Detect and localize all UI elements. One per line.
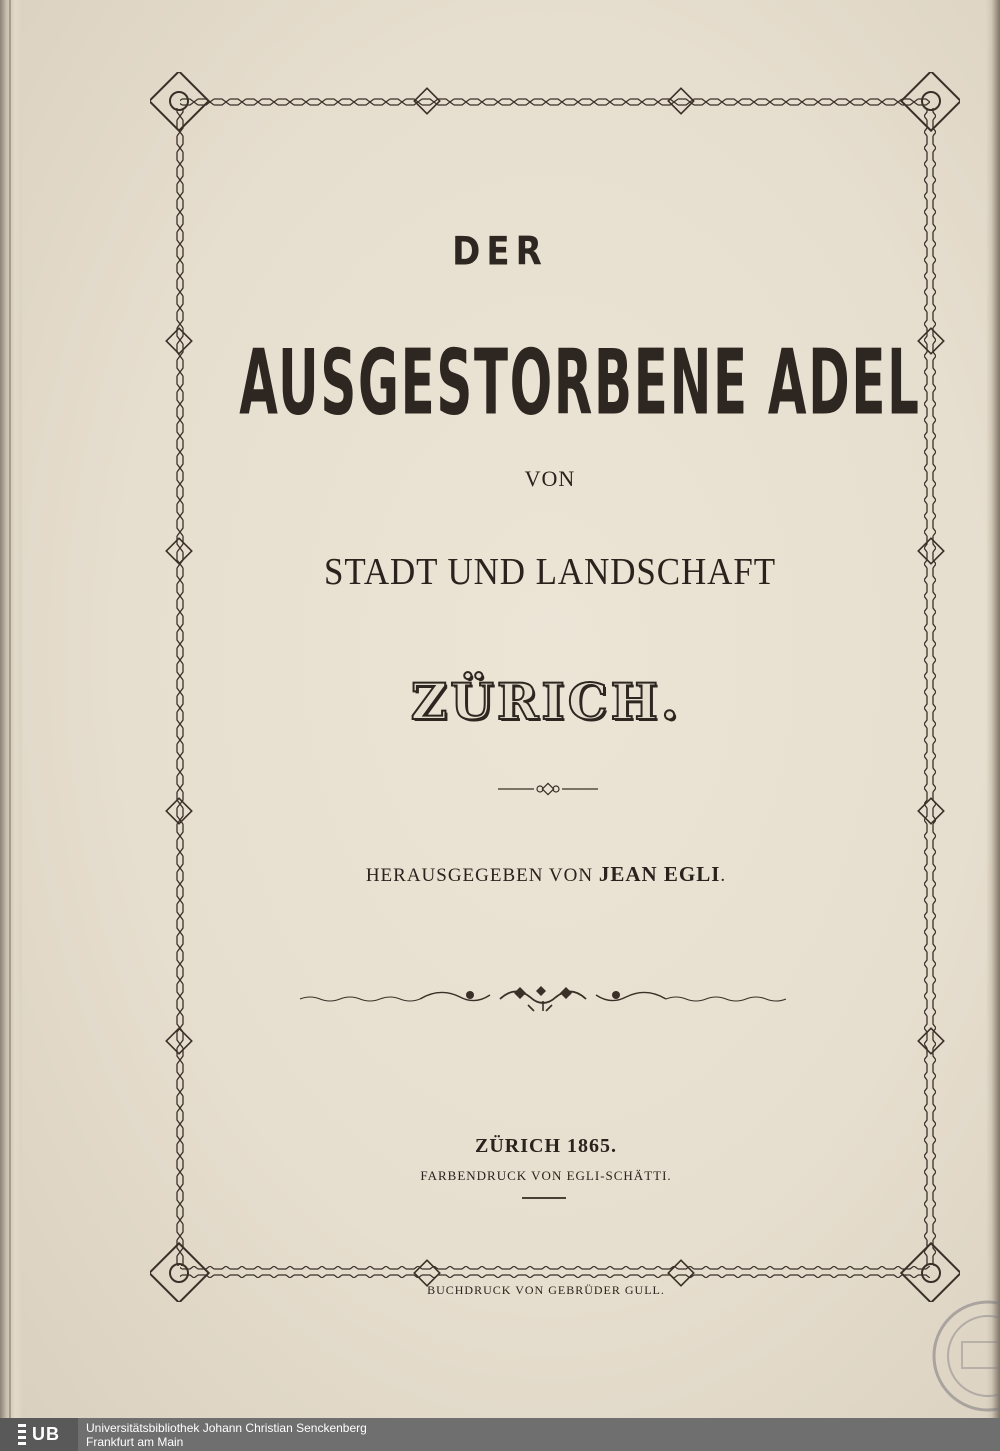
place-year: ZÜRICH 1865. (474, 1135, 617, 1157)
title-der: DER (452, 229, 548, 275)
title-main: AUSGESTORBENE ADEL (239, 330, 921, 436)
color-printer: FARBENDRUCK VON EGLI-SCHÄTTI. (420, 1168, 672, 1183)
logo-bars-icon (18, 1424, 26, 1446)
library-name-line1: Universitätsbibliothek Johann Christian Senckenberg (86, 1420, 367, 1435)
logo-text: UB (32, 1424, 60, 1444)
editor-line (46, 862, 1000, 887)
book-spine-edge (0, 0, 22, 1420)
title-von: VON (524, 466, 576, 491)
editor-suffix: . (720, 865, 727, 886)
library-stamp (928, 1296, 1000, 1416)
short-rule (522, 1197, 566, 1199)
editor-prefix: HERAUSGEGEBEN VON (365, 865, 594, 886)
small-ornament (498, 782, 598, 796)
title-zurich (46, 672, 1000, 731)
library-name-line2: Frankfurt am Main (86, 1434, 184, 1449)
editor-name: JEAN EGLI (598, 862, 721, 886)
library-name (78, 1421, 367, 1449)
title-zurich-text: ZÜRICH. (410, 672, 682, 731)
ub-logo (0, 1418, 78, 1451)
letterpress-printer: BUCHDRUCK VON GEBRÜDER GULL. (427, 1283, 665, 1297)
floral-ornament (300, 983, 786, 1015)
title-stadt: STADT UND LANDSCHAFT (323, 551, 776, 593)
library-footer (0, 1418, 1000, 1451)
